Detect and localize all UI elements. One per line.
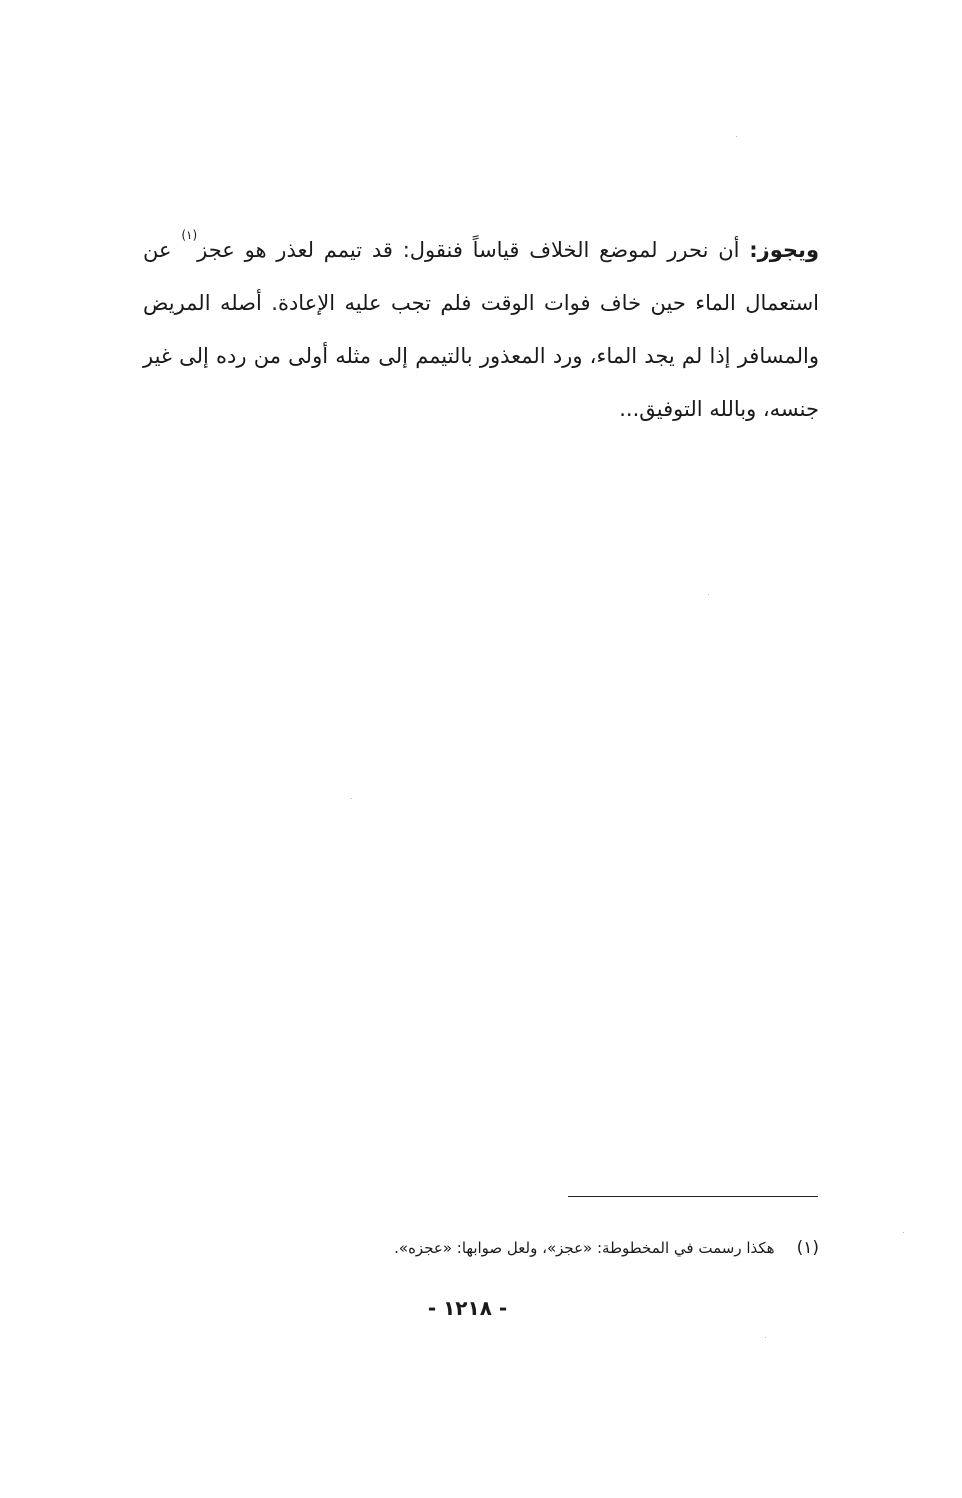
paragraph-text-part2: عن استعمال الماء حين خاف فوات الوقت فلم تجب عليه الإعادة. أصله المريض والمسافر إذا لم يجد الماء، ورد المعذور بالتيمم إلى مثله أولى من رده إلى غير جنسه، وبالله التوفيق... xyxy=(143,238,819,421)
scan-speck xyxy=(708,594,709,595)
footnote-text: هكذا رسمت في المخطوطة: «عجز»، ولعل صوابها: «عجزه». xyxy=(394,1239,775,1257)
scan-speck xyxy=(351,798,352,799)
scan-speck xyxy=(765,1337,766,1338)
footnote xyxy=(143,1236,819,1260)
footnote-divider xyxy=(568,1196,818,1197)
footnote-reference[interactable]: (١) xyxy=(181,228,198,242)
body-paragraph xyxy=(143,219,819,436)
paragraph-text-part1: أن نحرر لموضع الخلاف قياساً فنقول: قد تيمم لعذر هو عجز xyxy=(197,238,750,262)
footnote-number: (١) xyxy=(796,1238,819,1258)
scan-speck xyxy=(736,136,737,137)
lead-word: ويجوز: xyxy=(749,238,819,262)
scan-speck xyxy=(903,1232,904,1233)
page-number: - ١٢١٨ - xyxy=(427,1296,508,1320)
